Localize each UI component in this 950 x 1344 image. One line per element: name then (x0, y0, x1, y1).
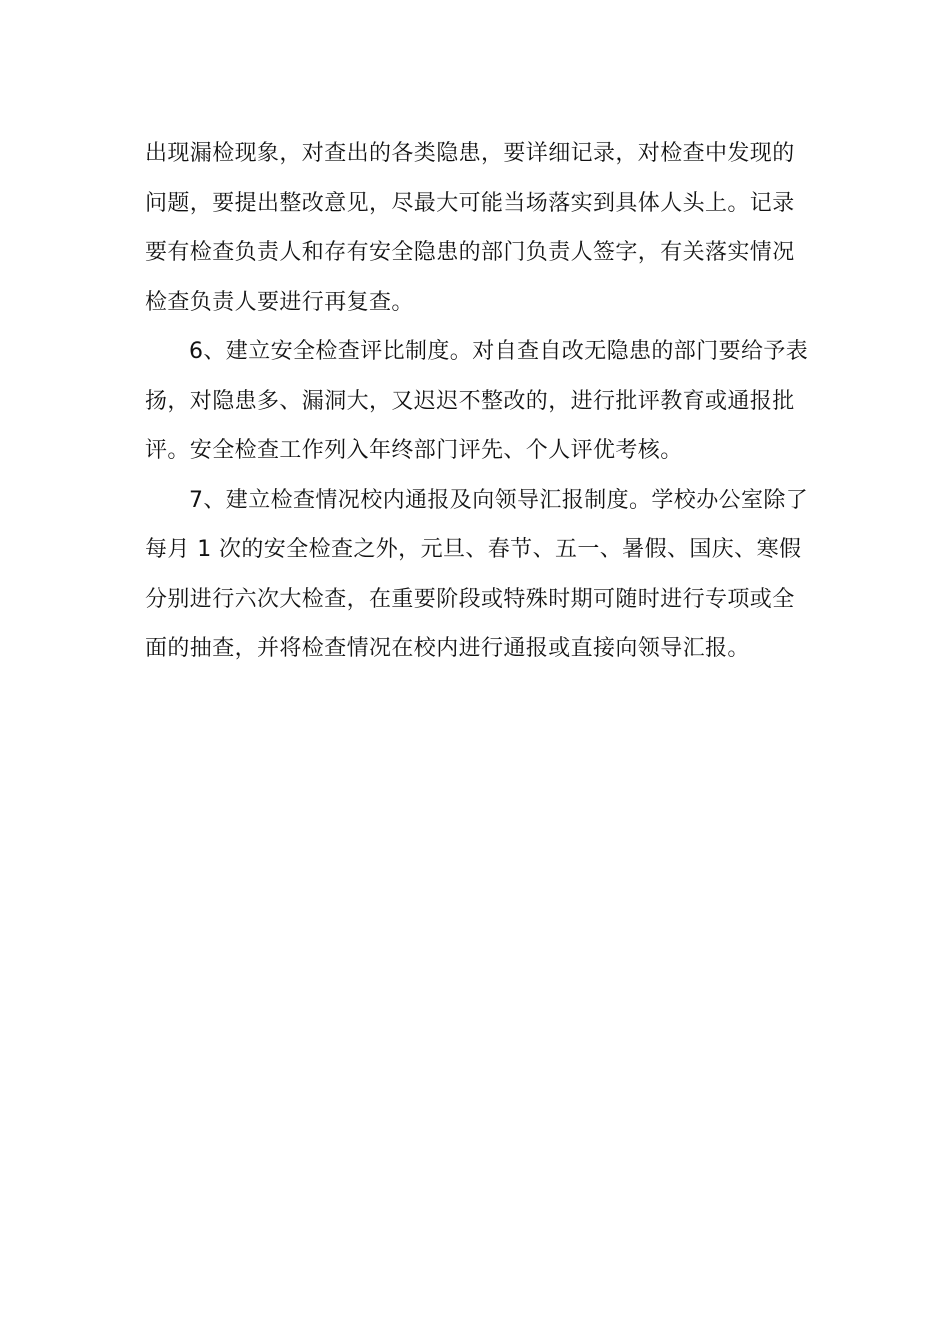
text-line: 扬，对隐患多、漏洞大，又迟迟不整改的，进行批评教育或通报批 (145, 388, 795, 414)
paragraph-item-6 (145, 327, 807, 476)
text-line: 分别进行六次大检查，在重要阶段或特殊时期可随时进行专项或全 (145, 586, 795, 612)
text-line: 检查负责人要进行再复查。 (145, 289, 414, 315)
paragraph-continued (145, 129, 807, 327)
text-line: 评。安全检查工作列入年终部门评先、个人评优考核。 (145, 438, 683, 463)
text-line: 每月 1 次的安全检查之外，元旦、春节、五一、暑假、国庆、寒假 (145, 537, 802, 562)
text-line: 7、建立检查情况校内通报及向领导汇报制度。学校办公室除了 (189, 487, 809, 513)
text-line: 要有检查负责人和存有安全隐患的部门负责人签字，有关落实情况 (145, 240, 795, 265)
text-line: 6、建立安全检查评比制度。对自查自改无隐患的部门要给予表 (189, 339, 809, 364)
document-body (145, 129, 807, 674)
text-line: 出现漏检现象，对查出的各类隐患，要详细记录，对检查中发现的 (145, 141, 795, 166)
paragraph-item-7 (145, 476, 807, 674)
text-line: 面的抽查，并将检查情况在校内进行通报或直接向领导汇报。 (145, 636, 750, 661)
text-line: 问题，要提出整改意见，尽最大可能当场落实到具体人头上。记录 (145, 190, 795, 216)
